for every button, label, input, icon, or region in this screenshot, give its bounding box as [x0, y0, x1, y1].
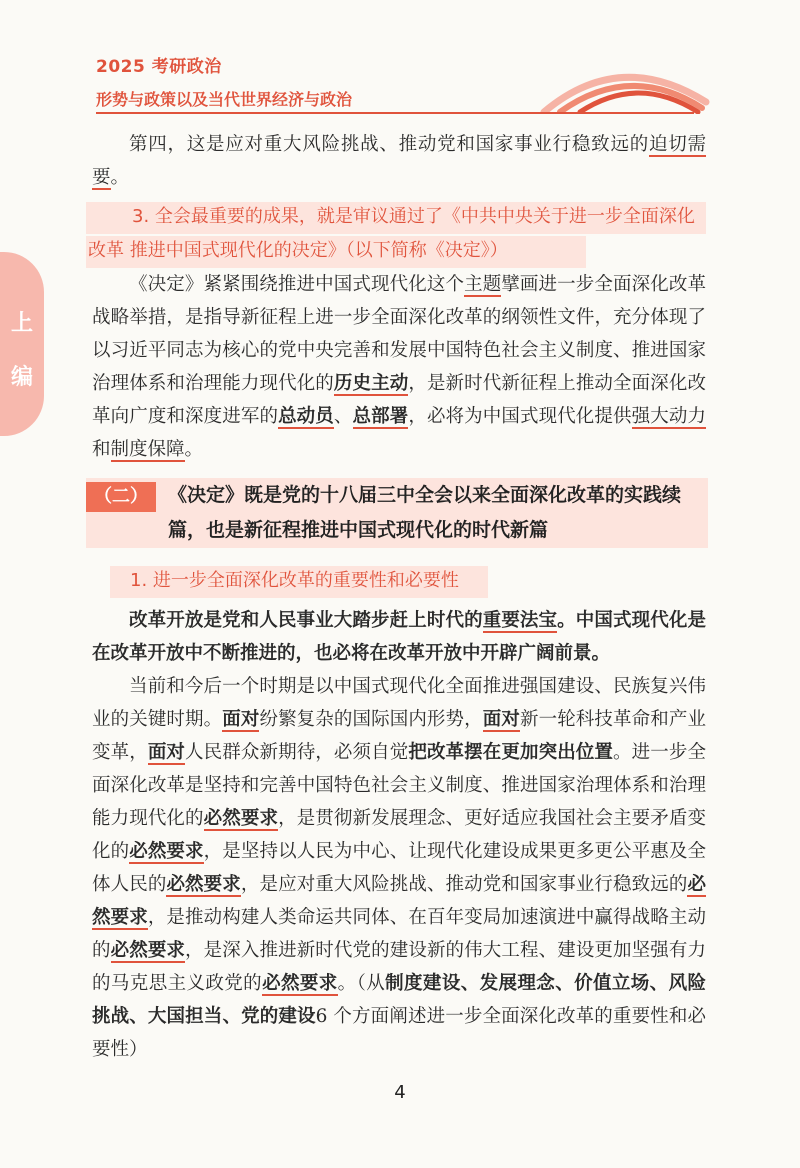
emphasis-underline: 主题 [464, 274, 502, 295]
emphasis-underline: 强大动力 [631, 406, 706, 427]
side-tab-char-1: 上 [10, 311, 33, 336]
emphasis-underline: 历史主动 [333, 373, 409, 394]
emphasis-underline: 重要法宝 [482, 610, 558, 631]
emphasis-underline: 面对 [222, 709, 260, 730]
section-heading-title: 《决定》既是党的十八届三中全会以来全面深化改革的实践续篇，也是新征程推进中国式现代化的时代新篇 [168, 484, 682, 541]
emphasis-underline: 必然要求 [129, 841, 204, 862]
heading-importance-necessity: 1. 进一步全面深化改革的重要性和必要性 [130, 570, 459, 591]
bold-emphasis: 把改革摆在更加突出位置 [408, 742, 614, 763]
emphasis-underline: 必然要求 [166, 874, 241, 895]
emphasis-underline: 总部署 [352, 406, 409, 427]
running-header [96, 52, 352, 110]
emphasis-underline: 必然要求 [110, 940, 186, 961]
emphasis-underline: 必然要求 [203, 808, 279, 829]
volume-side-tab [0, 252, 44, 436]
paragraph-4th-point: 第四，这是应对重大风险挑战、推动党和国家事业行稳致远的迫切需要。 [92, 134, 706, 188]
paragraph-critical-period: 当前和今后一个时期是以中国式现代化全面推进强国建设、民族复兴伟业的关键时期。面对纷繁复杂的国际国内形势，面对新一轮科技革命和产业变革，面对人民群众新期待，必须自觉把改革摆在更加突出位置。进一步全面深化改革是坚持和完善中国特色社会主义制度、推进国家治理体系和治理能力现代化的必然要求，是贯彻新发展理念、更好适应我国社会主要矛盾变化的必然要求，是坚持以人民为中心、让现代化建设成果更多更公平惠及全体人民的必然要求，是应对重大风险挑战、推动党和国家事业行稳致远的必然要求，是推动构建人类命运共同体、在百年变局加速演进中赢得战略主动的必然要求，是深入推进新时代党的建设新的伟大工程、建设更加坚强有力的马克思主义政党的必然要求。（从制度建设、发展理念、价值立场、风险挑战、大国担当、党的建设6 个方面阐述进一步全面深化改革的重要性和必要性） [92, 676, 706, 1060]
side-tab-char-2: 编 [10, 365, 33, 390]
chapter-subtitle: 形势与政策以及当代世界经济与政治 [96, 90, 353, 109]
emphasis-underline: 制度保障 [110, 439, 185, 460]
header-rule [96, 112, 694, 114]
emphasis-underline: 必然要求 [92, 874, 706, 928]
emphasis-underline: 面对 [147, 742, 186, 763]
emphasis-underline: 必然要求 [262, 973, 338, 994]
emphasis-underline: 面对 [482, 709, 520, 730]
section-number-tag: （二） [86, 482, 156, 512]
paragraph-decision-summary: 《决定》紧紧围绕推进中国式现代化这个主题擘画进一步全面深化改革战略举措，是指导新征程上进一步全面深化改革的纲领性文件，充分体现了以习近平同志为核心的党中央完善和发展中国特色社会主义制度、推进国家治理体系和治理能力现代化的历史主动，是新时代新征程上推动全面深化改革向广度和深度进军的总动员、总部署，必将为中国式现代化提供强大动力和制度保障。 [92, 274, 706, 460]
heading-most-important-result: 3. 全会最重要的成果，就是审议通过了《中共中央关于进一步全面深化改革 推进中国式现代化的决定》（以下简称《决定》） [88, 206, 695, 261]
page-number: 4 [394, 1082, 406, 1103]
emphasis-underline: 总动员 [278, 406, 334, 427]
paragraph-reform-opening: 改革开放是党和人民事业大踏步赶上时代的重要法宝。中国式现代化是在改革开放中不断推进的，也必将在改革开放中开辟广阔前景。 [92, 610, 706, 664]
emphasis-underline: 迫切需要 [92, 134, 706, 188]
book-series-title: 2025 考研政治 [96, 57, 222, 77]
bold-emphasis: 制度建设、发展理念、价值立场、风险挑战、大国担当、党的建设 [92, 973, 706, 1027]
header-arc-decoration [540, 58, 710, 114]
